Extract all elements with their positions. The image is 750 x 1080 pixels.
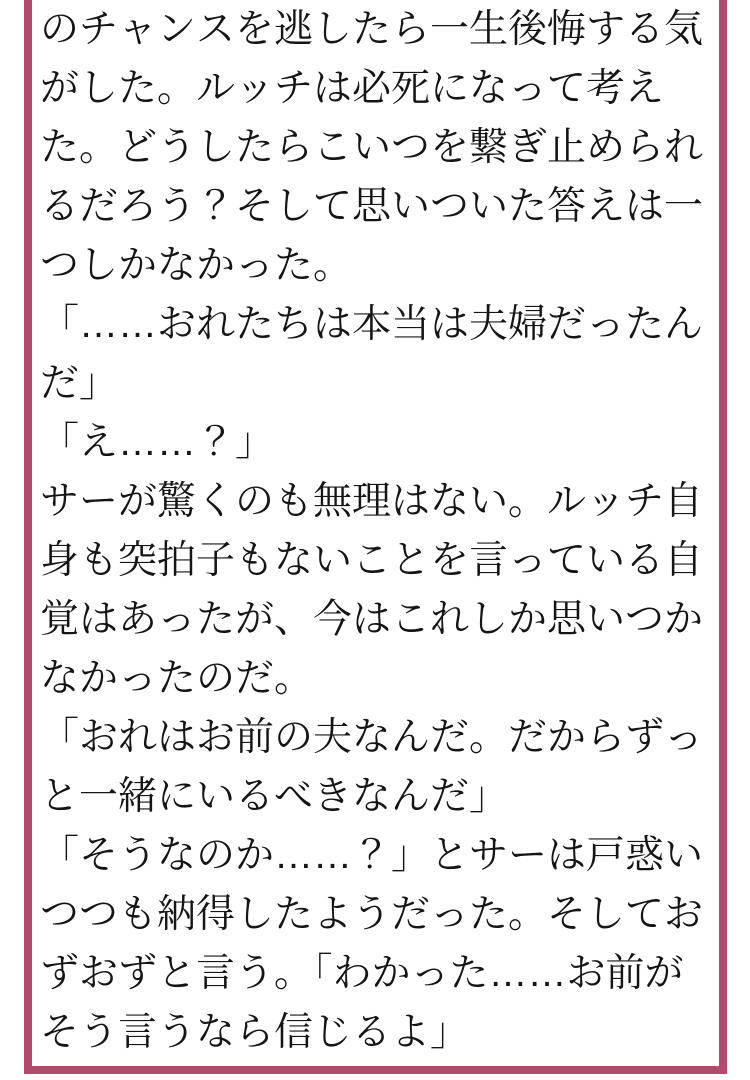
text-line: るだろう？そして思いついた答えは一 [40, 185, 704, 228]
text-line: のチャンスを逃したら一生後悔する気 [40, 8, 704, 51]
text-line: そう言うなら信じるよ」 [40, 1011, 470, 1054]
text-line: と一緒にいるべきなんだ」 [40, 775, 509, 818]
text-line: 覚はあったが、今はこれしか思いつか [40, 598, 704, 641]
text-frame [24, 0, 727, 1074]
text-line: 「え……？」 [40, 421, 275, 464]
text-line: なかったのだ。 [40, 657, 314, 700]
text-line: 「……おれたちは本当は夫婦だったん [40, 303, 704, 346]
text-line: サーが驚くのも無理はない。ルッチ自 [40, 480, 704, 523]
text-line: 「そうなのか……？」とサーは戸惑い [40, 834, 704, 877]
text-line: 「おれはお前の夫なんだ。だからずっ [40, 716, 704, 759]
text-line: がした。ルッチは必死になって考え [40, 67, 665, 110]
text-line: た。どうしたらこいつを繋ぎ止められ [40, 126, 704, 169]
novel-text [40, 0, 705, 1062]
text-line: 身も突拍子もないことを言っている自 [40, 539, 704, 582]
text-line: ずおずと言う。「わかった……お前が [40, 952, 684, 995]
text-line: つつも納得したようだった。そしてお [40, 893, 704, 936]
text-line: つしかなかった。 [40, 244, 353, 287]
text-line: だ」 [40, 362, 119, 405]
